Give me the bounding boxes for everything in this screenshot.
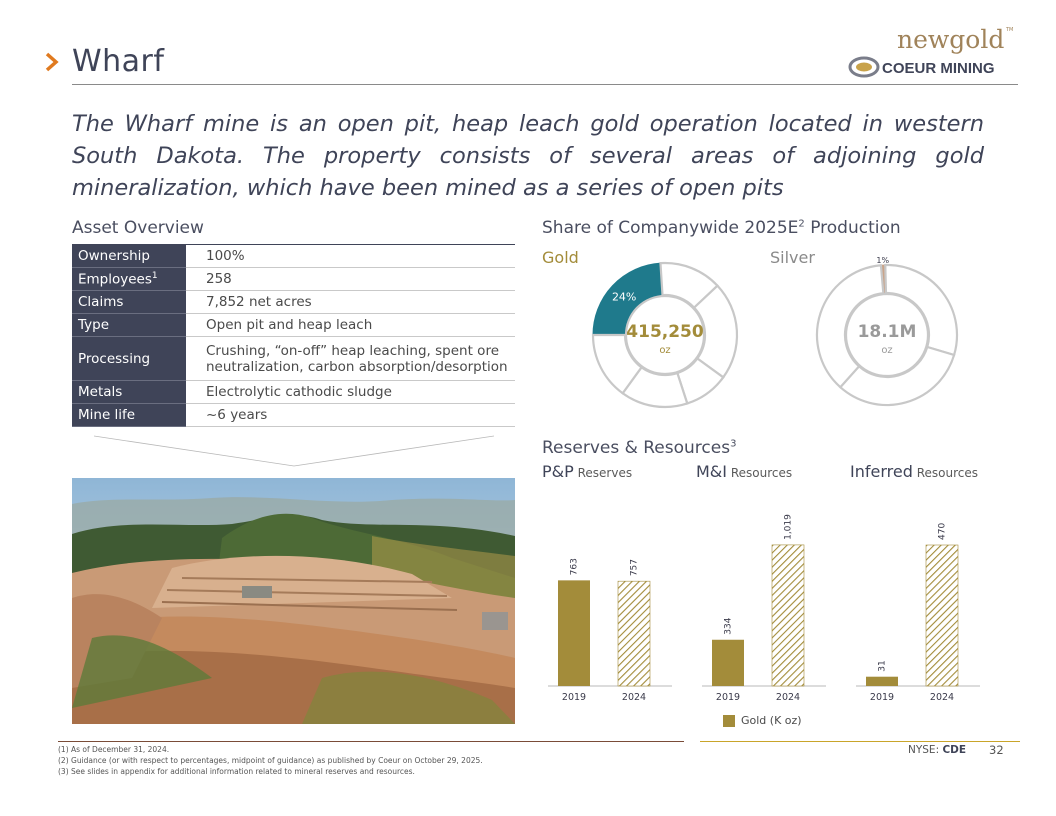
asset-row <box>72 314 515 337</box>
coeur-mining-logo <box>848 54 1020 80</box>
bar-category-label: 2019 <box>869 692 895 703</box>
bar-value-label: 470 <box>937 522 948 540</box>
svg-text:COEUR MINING: COEUR MINING <box>882 60 995 77</box>
newgold-logo <box>895 22 1020 56</box>
inferred-resources-bar-chart <box>848 496 988 708</box>
share-heading: Share of Companywide $2025E^2$ Production <box>542 218 901 238</box>
asset-row-key: Processing <box>72 337 186 381</box>
bar-2024 <box>772 545 804 686</box>
footnotes <box>58 744 483 777</box>
donut-center-value: 415,250 <box>626 322 704 342</box>
asset-row-value: Crushing, “on-off” heap leaching, spent ore neutralization, carbon absorption/desorption <box>186 337 515 381</box>
silver-donut-title: Silver <box>770 248 815 267</box>
donut-slice-label: 24% <box>611 290 637 304</box>
asset-row-value: 100% <box>186 245 515 268</box>
legend-label: Gold (K oz) <box>741 714 802 727</box>
footnote-3: (3) See slides in appendix for additional information related to mineral reserves and resources. <box>58 767 415 776</box>
asset-overview-table <box>72 244 515 427</box>
asset-row-value: 258 <box>186 268 515 291</box>
wharf-mine-photo <box>72 478 515 724</box>
asset-row <box>72 268 515 291</box>
bar-value-label: 334 <box>723 617 734 635</box>
bar-2024 <box>618 581 650 686</box>
bar-category-label: 2024 <box>775 692 801 703</box>
photo-callout-lines <box>94 434 494 468</box>
mi-resources-label: M&I Resources <box>696 462 793 481</box>
asset-row-value: Open pit and heap leach <box>186 314 515 337</box>
bar-2024 <box>926 545 958 686</box>
asset-row <box>72 381 515 404</box>
bar-value-label: 763 <box>569 558 580 576</box>
asset-row-key: Employees$^1$ <box>72 268 186 291</box>
footer-divider-left <box>58 741 684 742</box>
header-divider <box>72 84 1018 85</box>
asset-row-key: Ownership <box>72 245 186 268</box>
ticker-label: NYSE: CDE <box>908 744 967 756</box>
pp-reserves-label: P&P Reserves <box>542 462 633 481</box>
page-number: 32 <box>989 743 1004 757</box>
asset-row-value: 7,852 net acres <box>186 291 515 314</box>
asset-row-value: ~6 years <box>186 404 515 427</box>
asset-row-key: Type <box>72 314 186 337</box>
asset-row <box>72 404 515 427</box>
bar-category-label: 2019 <box>715 692 741 703</box>
svg-text:TM: TM <box>1006 27 1014 33</box>
footer-divider-right <box>700 741 1020 742</box>
bar-2019 <box>558 580 590 686</box>
chart-legend <box>723 714 802 727</box>
asset-row <box>72 291 515 314</box>
asset-row-key: Claims <box>72 291 186 314</box>
chevron-right-icon <box>44 52 60 72</box>
footnote-2: (2) Guidance (or with respect to percentages, midpoint of guidance) as published by Coeur on October 29, 2025. <box>58 756 483 765</box>
donut-center-unit: oz <box>659 345 671 356</box>
asset-row-key: Metals <box>72 381 186 404</box>
bar-value-label: 31 <box>877 660 888 672</box>
bar-value-label: 1,019 <box>783 514 794 540</box>
pp-reserves-bar-chart <box>540 496 680 708</box>
gold-donut-title: Gold <box>542 248 579 267</box>
page-title: Wharf <box>72 44 165 79</box>
bar-category-label: 2019 <box>561 692 587 703</box>
donut-slice-label: 1% <box>876 256 890 266</box>
bar-category-label: 2024 <box>929 692 955 703</box>
intro-paragraph: The Wharf mine is an open pit, heap leach gold operation located in western South Dakota. The property consists of several areas of adjoining gold mineralization, which have been mined as a series of open pits <box>72 111 984 201</box>
asset-row-key: Mine life <box>72 404 186 427</box>
reserves-heading: Reserves & Resources$^3$ <box>542 438 737 458</box>
silver-donut-chart <box>815 255 960 410</box>
gold-donut-chart <box>590 260 740 410</box>
legend-swatch-gold <box>723 715 735 727</box>
bar-value-label: 757 <box>629 558 640 577</box>
asset-row <box>72 337 515 381</box>
asset-overview-heading: Asset Overview <box>72 218 204 238</box>
inferred-resources-label: Inferred Resources <box>850 462 978 481</box>
bar-2019 <box>866 677 898 686</box>
asset-row <box>72 245 515 268</box>
mi-resources-bar-chart <box>694 496 834 708</box>
bar-2019 <box>712 640 744 686</box>
footnote-1: (1) As of December 31, 2024. <box>58 745 170 754</box>
asset-row-value: Electrolytic cathodic sludge <box>186 381 515 404</box>
bar-category-label: 2024 <box>621 692 647 703</box>
svg-text:newgold: newgold <box>897 25 1005 54</box>
donut-center-value: 18.1M <box>857 322 917 342</box>
donut-center-unit: oz <box>881 345 893 356</box>
